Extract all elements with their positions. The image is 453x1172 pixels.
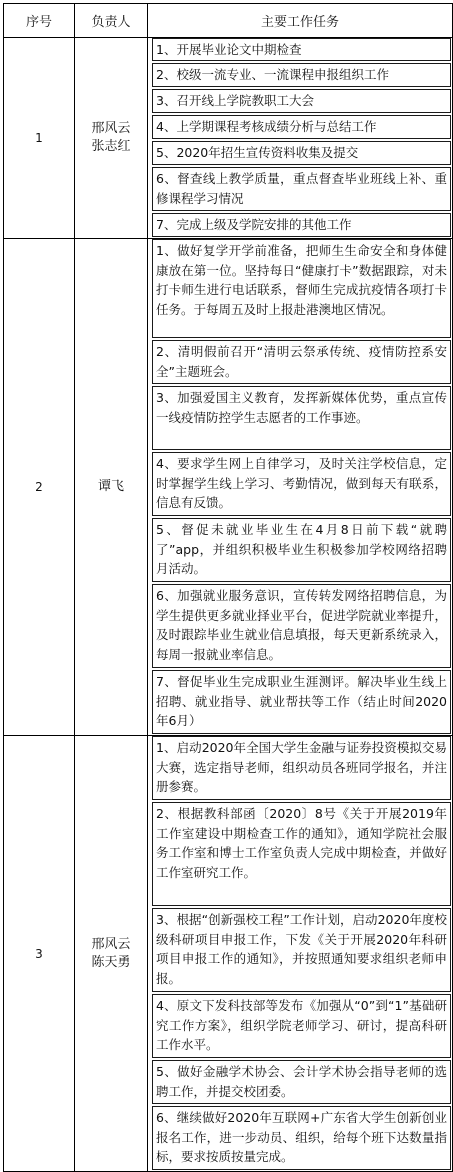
header-tasks: 主要工作任务 [148,4,453,38]
task-item: 4、要求学生网上自律学习，及时关注学校信息，定时掌握学生线上学习、考勤情况，做到每天有联系，信息有反馈。 [152,452,451,516]
task-item: 3、召开线上学院教职工大会 [152,89,451,113]
table-row-group-1 [4,38,453,239]
task-item: 6、加强就业服务意识，宣传转发网络招聘信息，为学生提供更多就业择业平台，促进学院就业率提升，及时跟踪毕业生就业信息填报，每天更新系统录入，每周一报就业率信息。 [152,584,451,668]
task-item: 4、原文下发科技部等发布《加强从“0”到“1”基础研究工作方案》，组织学院老师学习、研讨，提高科研工作水平。 [152,994,451,1058]
owner-cell [75,736,148,1172]
task-item: 2、清明假前召开“清明云祭承传统、疫情防控系安全”主题班会。 [152,340,451,384]
table-row-group-3 [4,736,453,1172]
owner-name: 邢风云 [91,936,131,952]
header-owner: 负责人 [75,4,148,38]
owner-name: 谭飞 [97,479,124,494]
task-item: 5、2020年招生宣传资料收集及提交 [152,141,451,165]
task-item: 6、督查线上教学质量，重点督查毕业班线上补、重修课程学习情况 [152,167,451,211]
owner-name: 邢风云 [91,121,131,136]
task-item: 7、完成上级及学院安排的其他工作 [152,213,451,237]
header-no: 序号 [4,4,75,38]
task-list [148,736,453,1172]
task-list [148,239,453,736]
task-list [148,38,453,239]
row-number: 2 [4,239,75,736]
task-item: 1、启动2020年全国大学生金融与证券投资模拟交易大赛，选定指导老师，组织动员各班同学报名，并注册参赛。 [152,736,451,800]
row-number: 3 [4,736,75,1172]
task-item: 2、校级一流专业、一流课程申报组织工作 [152,63,451,87]
task-item: 7、督促毕业生完成职业生涯测评。解决毕业生线上招聘、就业指导、就业帮扶等工作（结止时间2020年6月） [152,670,451,734]
task-item: 1、开展毕业论文中期检查 [152,38,451,61]
task-item: 5、做好金融学术协会、会计学术协会指导老师的选聘工作，并提交校团委。 [152,1060,451,1104]
task-item: 1、做好复学开学前准备，把师生生命安全和身体健康放在第一位。坚持每日“健康打卡”数据跟踪，对未打卡师生进行电话联系，督师生完成抗疫情各项打卡任务。于每周五及时上报赴港澳地区情况。 [152,239,451,338]
task-item: 2、根据教科部函〔2020〕8号《关于开展2019年工作室建设中期检查工作的通知》，通知学院社会服务工作室和博士工作室负责人完成中期检查，并做好工作室研究工作。 [152,802,451,906]
header-row [4,4,453,38]
task-item: 4、上学期课程考核成绩分析与总结工作 [152,115,451,139]
task-item: 3、根据“创新强校工程”工作计划，启动2020年度校级科研项目申报工作，下发《关于开展2020年科研项目申报工作的通知》，并按照通知要求组织老师申报。 [152,908,451,992]
task-item: 6、继续做好2020年互联网+广东省大学生创新创业报名工作，进一步动员、组织，给每个班下达数量指标，要求按质按量完成。 [152,1106,451,1170]
owner-name: 陈天勇 [91,954,131,970]
task-item: 5、督促未就业毕业生在4月8日前下载“就聘了”app，并组织积极毕业生积极参加学校网络招聘月活动。 [152,518,451,582]
row-number: 1 [4,38,75,239]
table-row-group-2 [4,239,453,736]
owner-cell [75,38,148,239]
owner-name: 张志红 [91,139,131,154]
work-task-table [3,3,453,1172]
owner-cell [75,239,148,736]
task-item: 3、加强爱国主义教育，发挥新媒体优势，重点宣传一线疫情防控学生志愿者的工作事迹。 [152,386,451,450]
